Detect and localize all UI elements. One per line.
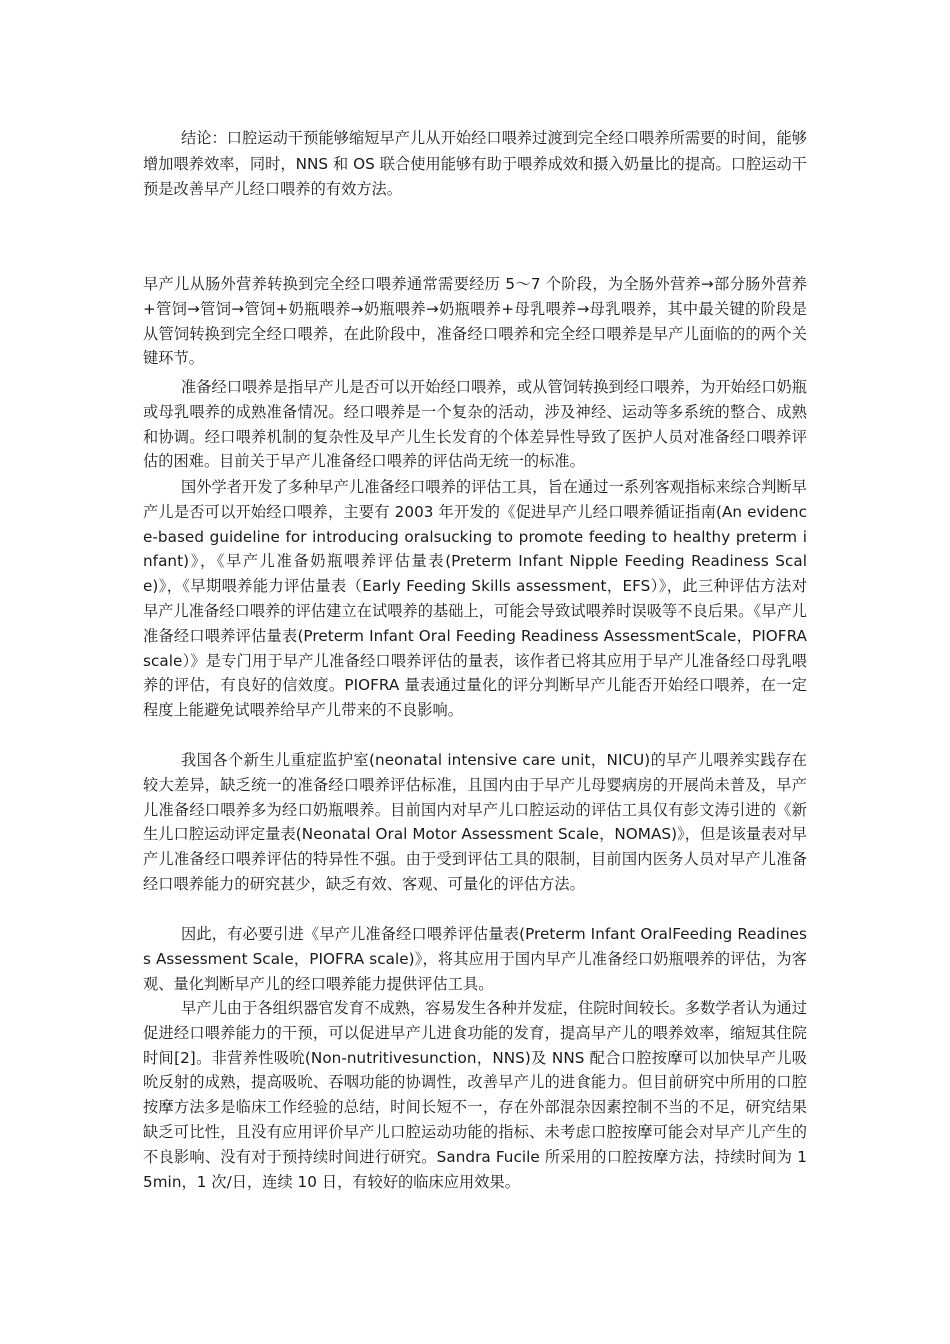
conclusion-paragraph: 结论：口腔运动干预能够缩短早产儿从开始经口喂养过渡到完全经口喂养所需要的时间，能够增加喂养效率，同时，NNS 和 OS 联合使用能够有助于喂养成效和摄入奶量比的提高。口腔运动干预是改善早产儿经口喂养的有效方法。 (143, 129, 807, 198)
body-paragraph-6: 早产儿由于各组织器官发育不成熟，容易发生各种并发症，住院时间较长。多数学者认为通过促进经口喂养能力的干预，可以促进早产儿进食功能的发育，提高早产儿的喂养效率，缩短其住院时间[2]。非营养性吸吮(Non-nutritivesunction，NNS)及 NNS 配合口腔按摩可以加快早产儿吸吮反射的成熟，提高吸吮、吞咽功能的协调性，改善早产儿的进食能力。但目前研究中所用的口腔按摩方法多是临床工作经验的总结，时间长短不一，存在外部混杂因素控制不当的不足，研究结果缺乏可比性，且没有应用评价早产儿口腔运动功能的指标、未考虑口腔按摩可能会对早产儿产生的不良影响、没有对于预持续时间进行研究。Sandra Fucile 所采用的口腔按摩方法，持续时间为 15min，1 次/日，连续 10 日，有较好的临床应用效果。 (143, 999, 807, 1191)
body-paragraph-4: 我国各个新生儿重症监护室(neonatal intensive care unit，NICU)的早产儿喂养实践存在较大差异，缺乏统一的准备经口喂养评估标准，且国内由于早产儿母婴病房的开展尚未普及，早产儿准备经口喂养多为经口奶瓶喂养。目前国内对早产儿口腔运动的评估工具仅有彭文涛引进的《新生儿口腔运动评定量表(Neonatal Oral Motor Assessment Scale，NOMAS)》，但是该量表对早产儿准备经口喂养评估的特异性不强。由于受到评估工具的限制，目前国内医务人员对早产儿准备经口喂养能力的研究甚少，缺乏有效、客观、可量化的评估方法。 (143, 751, 807, 893)
body-paragraph-2: 准备经口喂养是指早产儿是否可以开始经口喂养，或从管饲转换到经口喂养，为开始经口奶瓶或母乳喂养的成熟准备情况。经口喂养是一个复杂的活动，涉及神经、运动等多系统的整合、成熟和协调。经口喂养机制的复杂性及早产儿生长发育的个体差异性导致了医护人员对准备经口喂养评估的困难。目前关于早产儿准备经口喂养的评估尚无统一的标准。 (143, 378, 807, 471)
body-paragraph-1: 早产儿从肠外营养转换到完全经口喂养通常需要经历 5～7 个阶段，为全肠外营养→部分肠外营养+管饲→管饲→管饲+奶瓶喂养→奶瓶喂养→奶瓶喂养+母乳喂养→母乳喂养，其中最关键的阶段是从管饲转换到完全经口喂养，在此阶段中，准备经口喂养和完全经口喂养是早产儿面临的的两个关键环节。 (143, 275, 807, 368)
body-paragraph-5: 因此，有必要引进《早产儿准备经口喂养评估量表(Preterm Infant OralFeeding Readiness Assessment Scale，PIOFRA scale)》，将其应用于国内早产儿准备经口奶瓶喂养的评估，为客观、量化判断早产儿的经口喂养能力提供评估工具。 (143, 925, 807, 993)
body-paragraph-3: 国外学者开发了多种早产儿准备经口喂养的评估工具，旨在通过一系列客观指标来综合判断早产儿是否可以开始经口喂养，主要有 2003 年开发的《促进早产儿经口喂养循证指南(An evidence-based guideline for introducing oralsucking to promote feeding to healthy preterm infant)》，《早产儿准备奶瓶喂养评估量表(Preterm Infant Nipple Feeding Readiness Scale)》，《早期喂养能力评估量表（Early Feeding Skills assessment，EFS）》，此三种评估方法对早产儿准备经口喂养的评估建立在试喂养的基础上，可能会导致试喂养时误吸等不良后果。《早产儿准备经口喂养评估量表(Preterm Infant Oral Feeding Readiness AssessmentScale，PIOFRA scale）》是专门用于早产儿准备经口喂养评估的量表，该作者已将其应用于早产儿准备经口母乳喂养的评估，有良好的信效度。PIOFRA 量表通过量化的评分判断早产儿能否开始经口喂养，在一定程度上能避免试喂养给早产儿带来的不良影响。 (143, 478, 807, 720)
